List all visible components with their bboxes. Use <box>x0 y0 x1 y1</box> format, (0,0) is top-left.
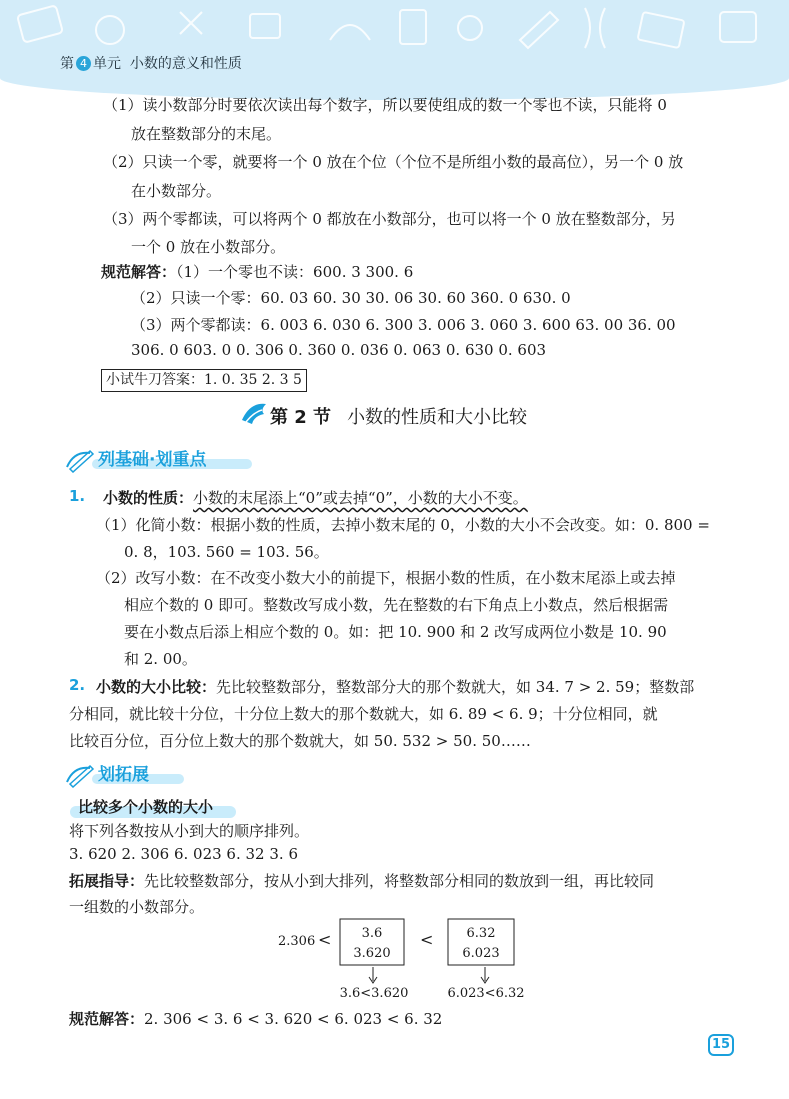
diagram-less-than-1: < <box>318 930 332 949</box>
extend-answer-line <box>69 1008 442 1029</box>
box1-bottom-value: 3.620 <box>353 946 391 961</box>
point-2-label: 小数的大小比较： <box>96 678 217 696</box>
section-wing-icon <box>240 400 268 426</box>
section-name: 小数的性质和大小比较 <box>347 407 528 428</box>
page-header <box>0 0 789 100</box>
answer-line-2: （2）只读一个零：60. 03 60. 30 30. 06 30. 60 360. 0 630. 0 <box>131 289 571 307</box>
point-1-sub-2d: 和 2. 00。 <box>124 650 197 668</box>
point-1-number: 1. <box>69 487 86 505</box>
diagram-left-value: 2.306 <box>278 934 316 949</box>
point-1-sub-1a: （1）化简小数：根据小数的性质，去掉小数末尾的 0，小数的大小不会改变。如：0. 800 = <box>96 516 710 534</box>
extend-answer: 2. 306 < 3. 6 < 3. 620 < 6. 023 < 6. 32 <box>144 1010 443 1028</box>
text-line-1b: 放在整数部分的末尾。 <box>131 125 282 143</box>
unit-number-badge: 4 <box>76 56 91 71</box>
point-1-sub-1b: 0. 8，103. 560 = 103. 56。 <box>124 543 329 561</box>
page-number: 15 <box>708 1034 734 1056</box>
point-1-sub-2b: 相应个数的 0 即可。整数改写成小数，先在整数的右下角点上小数点，然后根据需 <box>124 596 669 614</box>
quick-answer-box: 小试牛刀答案：1. 0. 35 2. 3 5 <box>101 369 307 392</box>
diagram-result-2: 6.023<6.32 <box>447 986 525 1001</box>
answer-line-3: （3）两个零都读：6. 003 6. 030 6. 300 3. 006 3. 060 3. 600 63. 00 36. 00 <box>131 316 676 334</box>
box2-top-value: 6.32 <box>466 926 496 941</box>
guide-line-a <box>69 870 654 891</box>
header-doodle-illustration <box>0 0 789 100</box>
extend-subhead: 比较多个小数的大小 <box>78 798 214 816</box>
extend-question: 将下列各数按从小到大的顺序排列。 <box>69 822 310 840</box>
text-line-3b: 一个 0 放在小数部分。 <box>131 238 286 256</box>
diagram-result-1: 3.6<3.620 <box>339 986 409 1001</box>
basics-heading <box>64 445 206 473</box>
point-2-number: 2. <box>69 676 86 694</box>
answer-label: 规范解答： <box>101 263 177 281</box>
box1-top-value: 3.6 <box>361 926 383 941</box>
text-line-2b: 在小数部分。 <box>131 182 222 200</box>
section-number: 第 2 节 <box>270 407 332 428</box>
point-2-line-a <box>96 676 694 697</box>
diagram-less-than-2: < <box>420 930 434 949</box>
point-2-line-b: 分相同，就比较十分位，十分位上数大的那个数就大，如 6. 89 < 6. 9；十分位相同，就 <box>69 705 658 723</box>
basics-heading-text: 列基础·划重点 <box>98 450 207 470</box>
box2-bottom-value: 6.023 <box>462 946 500 961</box>
comparison-diagram <box>270 915 540 1003</box>
point-1-line <box>103 487 528 508</box>
guide-label: 拓展指导： <box>69 872 145 890</box>
unit-suffix: 单元 <box>93 56 121 72</box>
unit-title <box>60 53 242 73</box>
guide-text-a: 先比较整数部分，按从小到大排列，将整数部分相同的数放到一组，再比较同 <box>144 872 655 890</box>
extend-heading-text: 划拓展 <box>98 765 149 785</box>
guide-line-b: 一组数的小数部分。 <box>69 898 205 916</box>
unit-prefix: 第 <box>60 56 74 72</box>
extend-answer-label: 规范解答： <box>69 1010 145 1028</box>
point-1-sub-2a: （2）改写小数：在不改变小数大小的前提下，根据小数的性质，在小数末尾添上或去掉 <box>96 569 676 587</box>
section-title <box>270 403 527 429</box>
point-2-text-a: 先比较整数部分，整数部分大的那个数就大，如 34. 7 > 2. 59；整数部 <box>216 678 695 696</box>
text-line-2a: （2）只读一个零，就要将一个 0 放在个位（个位不是所组小数的最高位），另一个 0 放 <box>103 153 684 171</box>
extend-numbers: 3. 620 2. 306 6. 023 6. 32 3. 6 <box>69 845 298 863</box>
point-1-label: 小数的性质： <box>103 489 194 507</box>
extend-heading <box>64 760 149 788</box>
point-1-sub-2c: 要在小数点后添上相应个数的 0。如：把 10. 900 和 2 改写成两位小数是 10. 90 <box>124 623 667 641</box>
point-1-text: 小数的末尾添上“0”或去掉“0”，小数的大小不变。 <box>193 489 528 507</box>
unit-name: 小数的意义和性质 <box>129 56 242 72</box>
answer-line-4: 306. 0 603. 0 0. 306 0. 360 0. 036 0. 063 0. 630 0. 603 <box>131 341 547 359</box>
answer-1: （1）一个零也不读：600. 3 300. 6 <box>176 263 414 281</box>
text-line-1a: （1）读小数部分时要依次读出每个数字，所以要使组成的数一个零也不读，只能将 0 <box>103 96 667 114</box>
text-line-3a: （3）两个零都读，可以将两个 0 都放在小数部分，也可以将一个 0 放在整数部分，另 <box>103 210 676 228</box>
answer-line-1 <box>101 261 413 282</box>
point-2-line-c: 比较百分位，百分位上数大的那个数就大，如 50. 532 > 50. 50…… <box>69 732 531 750</box>
